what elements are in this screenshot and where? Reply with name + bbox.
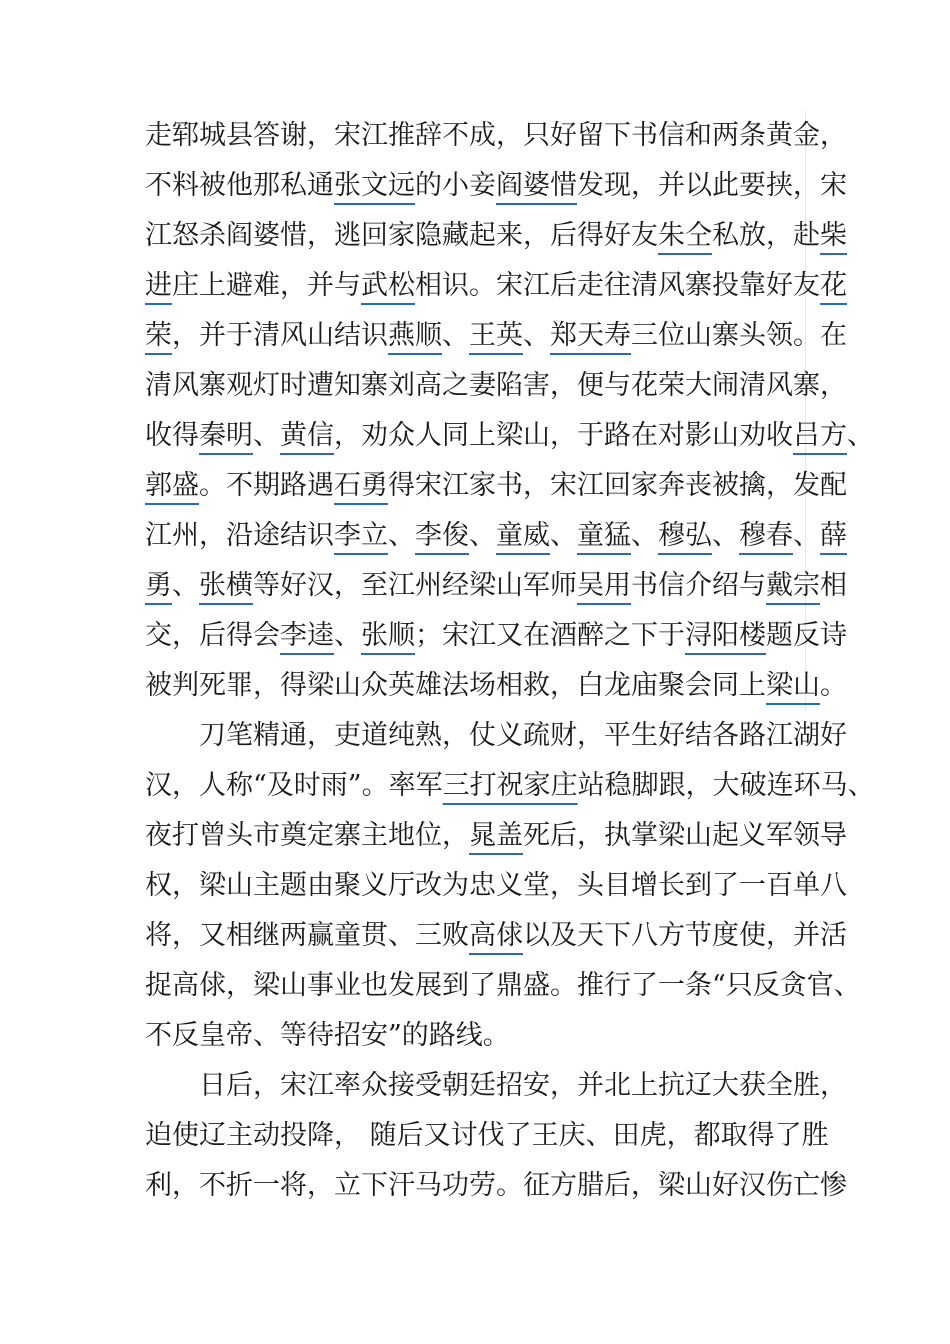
name-link[interactable]: 晁盖: [469, 820, 523, 851]
text-segment: 、: [442, 320, 469, 351]
text-line: [145, 361, 847, 411]
text-segment: 相: [820, 570, 847, 601]
text-segment: 、: [523, 320, 550, 351]
name-link[interactable]: 高俅: [469, 920, 523, 951]
name-link[interactable]: 阎婆惜: [496, 170, 577, 201]
text-segment: 、: [793, 520, 820, 551]
name-link[interactable]: 燕顺: [388, 320, 442, 351]
text-segment: 、: [253, 420, 280, 451]
text-segment: 被判死罪，得梁山众英雄法场相救，白龙庙聚会同上: [145, 670, 766, 701]
text-segment: 、: [631, 520, 658, 551]
text-segment: 发现，并以此要挟，宋: [577, 170, 847, 201]
text-segment: 以及天下八方节度使，并活: [523, 920, 847, 951]
name-link[interactable]: 张顺: [361, 620, 415, 651]
name-link[interactable]: 吕方: [793, 420, 847, 451]
name-link[interactable]: 秦明: [199, 420, 253, 451]
name-link[interactable]: 薛: [820, 520, 847, 551]
text-line: [145, 1061, 847, 1111]
text-segment: 。: [820, 670, 847, 701]
text-segment: 、: [172, 570, 199, 601]
name-link[interactable]: 石勇: [334, 470, 388, 501]
text-segment: 江怒杀阎婆惜，逃回家隐藏起来，后得好友: [145, 220, 658, 251]
text-segment: ，劝众人同上梁山，于路在对影山劝收: [334, 420, 793, 451]
text-segment: 、: [550, 520, 577, 551]
text-segment: 得宋江家书，宋江回家奔丧被擒，发配: [388, 470, 847, 501]
text-segment: 汉，人称“及时雨”。率军: [145, 770, 443, 801]
paragraph: [145, 111, 874, 711]
name-link[interactable]: 张横: [199, 570, 253, 601]
name-link[interactable]: 戴宗: [766, 570, 820, 601]
name-link[interactable]: 朱仝: [658, 220, 712, 251]
text-segment: 利，不折一将，立下汗马功劳。征方腊后，梁山好汉伤亡惨: [145, 1170, 847, 1201]
name-link[interactable]: 童猛: [577, 520, 631, 551]
text-segment: 相识。宋江后走往清风寨投靠好友: [415, 270, 820, 301]
text-line: [145, 1161, 847, 1211]
text-segment: 交，后得会: [145, 620, 280, 651]
text-segment: 不料被他那私通: [145, 170, 334, 201]
text-segment: 、: [469, 520, 496, 551]
name-link[interactable]: 武松: [361, 270, 415, 301]
name-link[interactable]: 穆弘: [658, 520, 712, 551]
text-segment: 权，梁山主题由聚义厅改为忠义堂，头目增长到了一百单八: [145, 870, 847, 901]
name-link[interactable]: 黄信: [280, 420, 334, 451]
text-segment: 等好汉，至江州经梁山军师: [253, 570, 577, 601]
name-link[interactable]: 李俊: [415, 520, 469, 551]
text-segment: 庄上避难，并与: [172, 270, 361, 301]
text-segment: 捉高俅，梁山事业也发展到了鼎盛。推行了一条“只反贪官、: [145, 970, 861, 1001]
text-segment: 私放，赴: [712, 220, 820, 251]
text-segment: 夜打曾头市奠定寨主地位，: [145, 820, 469, 851]
text-segment: 走郓城县答谢，宋江推辞不成，只好留下书信和两条黄金，: [145, 120, 847, 151]
text-line: [145, 711, 847, 761]
text-segment: 。不期路遇: [199, 470, 334, 501]
text-segment: 题反诗: [766, 620, 847, 651]
text-line: [145, 511, 847, 561]
paragraph: [145, 1061, 847, 1211]
text-segment: 清风寨观灯时遭知寨刘高之妻陷害，便与花荣大闹清风寨，: [145, 370, 847, 401]
text-line: [145, 211, 847, 261]
name-link[interactable]: 王英: [469, 320, 523, 351]
text-segment: 迫使辽主动投降， 随后又讨伐了王庆、田虎，都取得了胜: [145, 1120, 829, 1151]
text-segment: ，并于清风山结识: [172, 320, 388, 351]
text-segment: 收得: [145, 420, 199, 451]
name-link[interactable]: 浔阳楼: [685, 620, 766, 651]
text-line: [145, 161, 847, 211]
name-link[interactable]: 李逵: [280, 620, 334, 651]
text-line: [145, 311, 847, 361]
text-line: [145, 761, 875, 811]
text-segment: 死后，执掌梁山起义军领导: [523, 820, 847, 851]
text-line: [145, 861, 847, 911]
text-segment: 、: [847, 420, 874, 451]
name-link[interactable]: 童威: [496, 520, 550, 551]
text-line: [145, 961, 861, 1011]
text-line: [145, 811, 847, 861]
name-link[interactable]: 三打祝家庄: [442, 770, 578, 801]
text-segment: 不反皇帝、等待招安”的路线。: [145, 1020, 510, 1051]
name-link[interactable]: 梁山: [766, 670, 820, 701]
name-link[interactable]: 花: [820, 270, 847, 301]
text-line: [145, 561, 847, 611]
name-link[interactable]: 郭盛: [145, 470, 199, 501]
text-line: [145, 411, 874, 461]
name-link[interactable]: 柴: [820, 220, 847, 251]
name-link[interactable]: 张文远: [334, 170, 415, 201]
text-segment: 刀笔精通，吏道纯熟，仗义疏财，平生好结各路江湖好: [199, 720, 847, 751]
text-segment: 、: [388, 520, 415, 551]
text-line: [145, 911, 847, 961]
text-segment: 书信介绍与: [631, 570, 766, 601]
text-segment: 将，又相继两赢童贯、三败: [145, 920, 469, 951]
name-link[interactable]: 穆春: [739, 520, 793, 551]
name-link[interactable]: 郑天寿: [550, 320, 631, 351]
body-text: [145, 111, 875, 1211]
text-segment: 、: [712, 520, 739, 551]
text-line: [145, 461, 847, 511]
text-segment: 三位山寨头领。在: [631, 320, 847, 351]
text-line: [145, 661, 847, 711]
text-line: [145, 1111, 829, 1161]
text-segment: 江州，沿途结识: [145, 520, 334, 551]
text-segment: ；宋江又在酒醉之下于: [415, 620, 685, 651]
name-link[interactable]: 荣: [145, 320, 172, 351]
text-segment: 、: [334, 620, 361, 651]
text-line: [145, 261, 847, 311]
name-link[interactable]: 李立: [334, 520, 388, 551]
text-line: [145, 611, 847, 661]
text-line: [145, 1011, 810, 1061]
name-link[interactable]: 勇: [145, 570, 172, 601]
text-segment: 站稳脚跟，大破连环马、: [577, 770, 875, 801]
name-link[interactable]: 进: [145, 270, 172, 301]
paragraph: [145, 711, 875, 1061]
text-line: [145, 111, 847, 161]
text-segment: 的小妾: [415, 170, 496, 201]
name-link[interactable]: 吴用: [577, 570, 631, 601]
text-segment: 日后，宋江率众接受朝廷招安，并北上抗辽大获全胜，: [199, 1070, 847, 1101]
